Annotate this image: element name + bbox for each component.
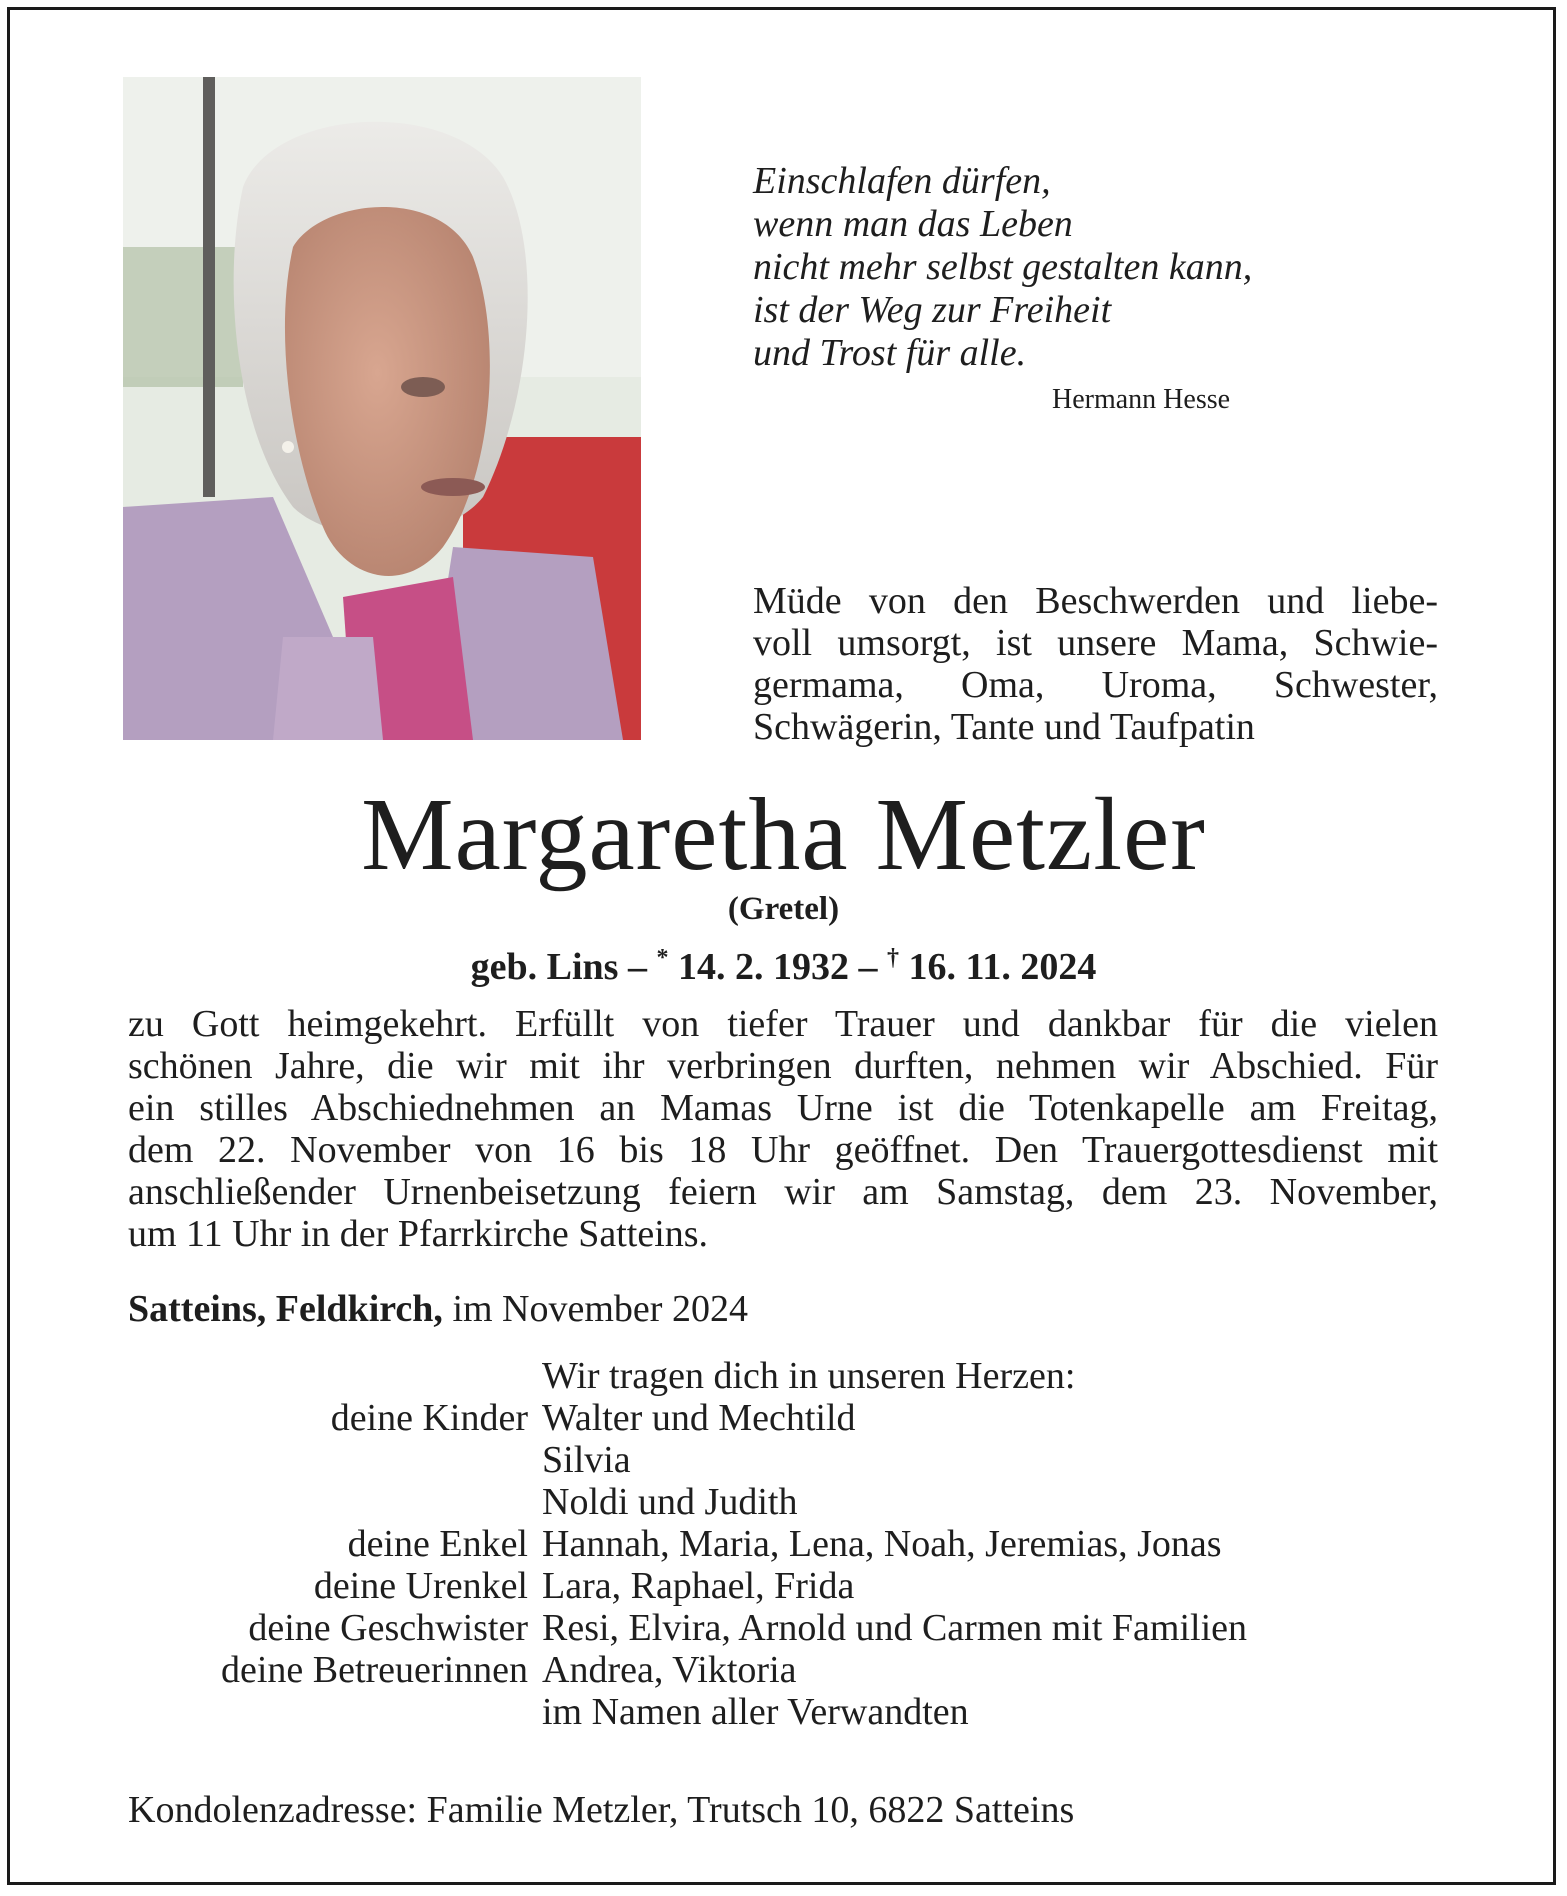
death-symbol: † bbox=[886, 945, 899, 971]
life-dates bbox=[0, 936, 1567, 989]
birth-date: 14. 2. 1932 – bbox=[668, 946, 887, 988]
intro-line: Müde von den Beschwerden und liebe- bbox=[753, 580, 1438, 622]
portrait-photo bbox=[123, 77, 641, 740]
family-row bbox=[128, 1607, 1448, 1649]
family-row bbox=[128, 1439, 1448, 1481]
family-names: Walter und Mechtild bbox=[542, 1397, 856, 1439]
family-names: Hannah, Maria, Lena, Noah, Jeremias, Jonas bbox=[542, 1523, 1222, 1565]
family-row bbox=[128, 1691, 1448, 1733]
family-heading: Wir tragen dich in unseren Herzen: bbox=[542, 1355, 1076, 1397]
quote-line: Einschlafen dürfen, bbox=[753, 160, 1051, 202]
family-relation: deine Geschwister bbox=[248, 1607, 528, 1649]
body-line: ein stilles Abschiednehmen an Mamas Urne ist die Totenkapelle am Freitag, bbox=[128, 1087, 1438, 1129]
family-relation bbox=[128, 1481, 542, 1523]
place-date bbox=[128, 1287, 748, 1331]
family-names: Silvia bbox=[542, 1439, 631, 1481]
body-line: zu Gott heimgekehrt. Erfüllt von tiefer Trauer und dankbar für die vielen bbox=[128, 1003, 1438, 1045]
body-line: schönen Jahre, die wir mit ihr verbringen durften, nehmen wir Abschied. Für bbox=[128, 1045, 1438, 1087]
deceased-nickname: (Gretel) bbox=[727, 891, 840, 927]
hesse-quote bbox=[753, 160, 1313, 375]
death-date: 16. 11. 2024 bbox=[898, 946, 1097, 988]
family-relation bbox=[128, 1691, 542, 1733]
family-names: im Namen aller Verwandten bbox=[542, 1691, 969, 1733]
place-month: im November 2024 bbox=[442, 1288, 748, 1330]
family-row bbox=[128, 1397, 1448, 1439]
condolence-address: Kondolenzadresse: Familie Metzler, Trutsch 10, 6822 Satteins bbox=[128, 1789, 1075, 1831]
family-names: Andrea, Viktoria bbox=[542, 1649, 797, 1691]
family-list bbox=[128, 1355, 1448, 1733]
family-row bbox=[128, 1565, 1448, 1607]
quote-line: ist der Weg zur Freiheit bbox=[753, 289, 1112, 331]
quote-line: wenn man das Leben bbox=[753, 203, 1073, 245]
family-relation: deine Urenkel bbox=[313, 1565, 528, 1607]
body-line: anschließender Urnenbeisetzung feiern wir am Samstag, dem 23. November, bbox=[128, 1171, 1438, 1213]
intro-text bbox=[753, 580, 1438, 748]
quote-author: Hermann Hesse bbox=[1052, 384, 1231, 415]
family-relation: deine Kinder bbox=[330, 1397, 528, 1439]
announcement-body bbox=[128, 1003, 1438, 1255]
deceased-name: Margaretha Metzler bbox=[361, 777, 1206, 892]
family-names: Noldi und Judith bbox=[542, 1481, 798, 1523]
family-row bbox=[128, 1649, 1448, 1691]
family-relation: deine Enkel bbox=[347, 1523, 528, 1565]
family-row bbox=[128, 1481, 1448, 1523]
body-line: um 11 Uhr in der Pfarrkirche Satteins. bbox=[128, 1213, 709, 1255]
family-heading-row bbox=[128, 1355, 1448, 1397]
family-names: Resi, Elvira, Arnold und Carmen mit Familien bbox=[542, 1607, 1248, 1649]
intro-line: voll umsorgt, ist unsere Mama, Schwie- bbox=[753, 622, 1438, 664]
family-relation: deine Betreuerinnen bbox=[220, 1649, 528, 1691]
intro-line: Schwägerin, Tante und Taufpatin bbox=[753, 706, 1255, 748]
body-line: dem 22. November von 16 bis 18 Uhr geöffnet. Den Trauergottesdienst mit bbox=[128, 1129, 1438, 1171]
place-location: Satteins, Feldkirch, bbox=[128, 1288, 443, 1330]
intro-line: germama, Oma, Uroma, Schwester, bbox=[753, 664, 1438, 706]
quote-line: nicht mehr selbst gestalten kann, bbox=[753, 246, 1253, 288]
family-relation bbox=[128, 1439, 542, 1481]
quote-line: und Trost für alle. bbox=[753, 332, 1027, 374]
birth-symbol: * bbox=[656, 945, 669, 971]
birth-name: geb. Lins – bbox=[470, 946, 657, 988]
family-names: Lara, Raphael, Frida bbox=[542, 1565, 855, 1607]
family-row bbox=[128, 1523, 1448, 1565]
